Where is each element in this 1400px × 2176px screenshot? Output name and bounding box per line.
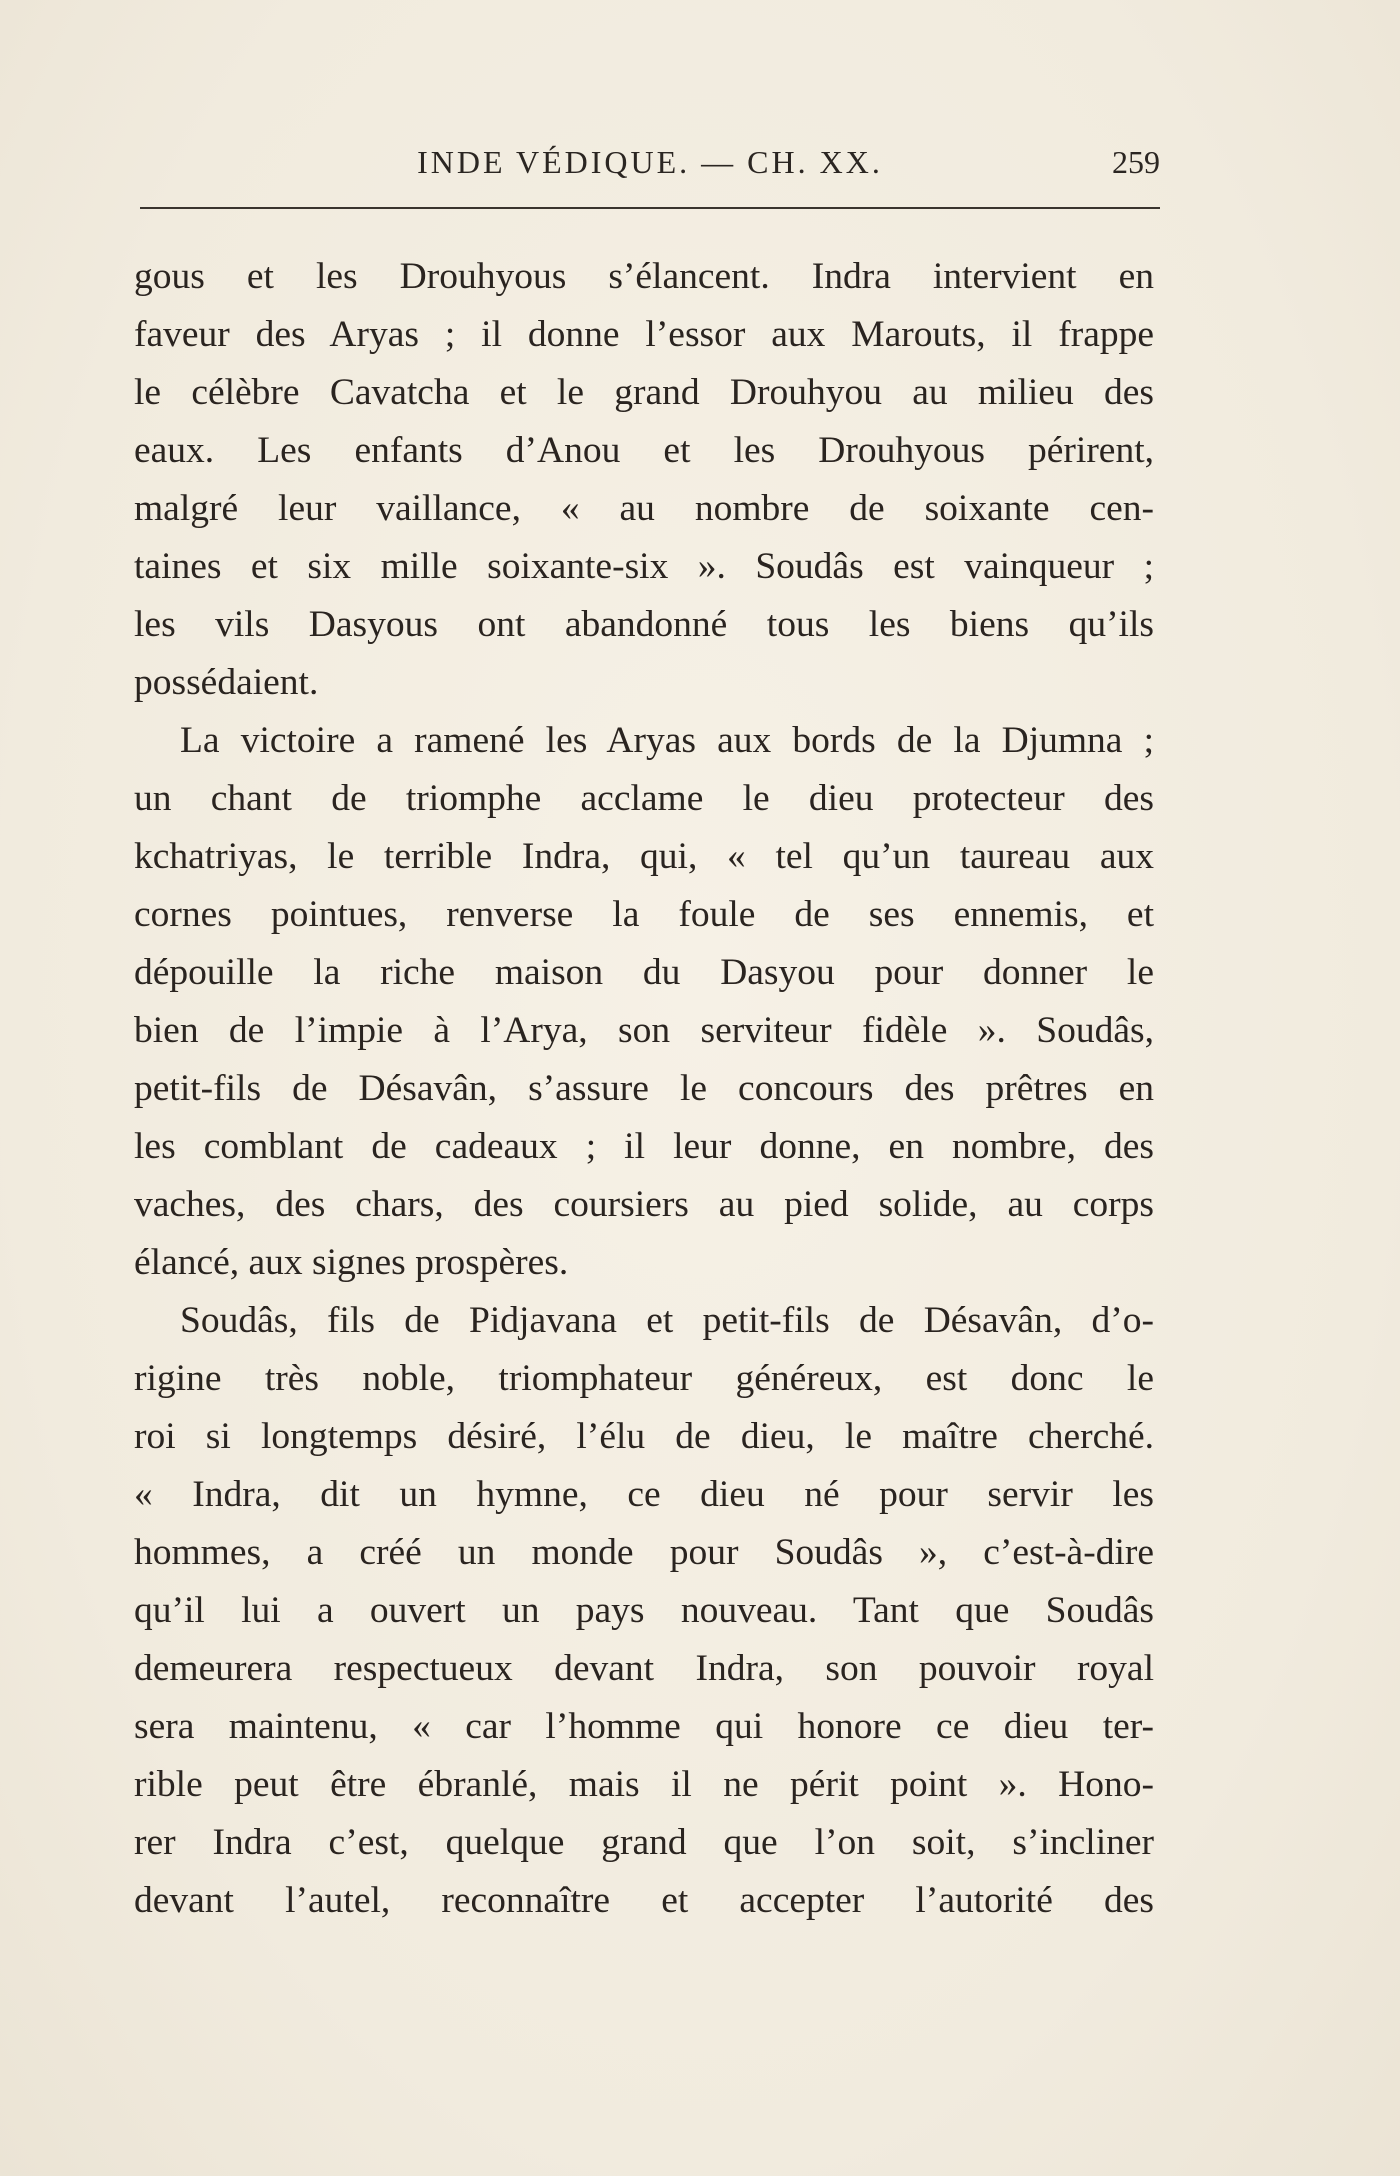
text-line: sera maintenu, « car l’homme qui honore ce dieu ter- <box>134 1706 1154 1747</box>
text-line: cornes pointues, renverse la foule de ses ennemis, et <box>134 894 1154 935</box>
text-line: un chant de triomphe acclame le dieu protecteur des <box>134 778 1154 819</box>
text-line: les comblant de cadeaux ; il leur donne, en nombre, des <box>134 1126 1154 1167</box>
text-line: devant l’autel, reconnaître et accepter l’autorité des <box>134 1880 1154 1921</box>
text-line: roi si longtemps désiré, l’élu de dieu, le maître cherché. <box>134 1416 1154 1457</box>
text-line: Soudâs, fils de Pidjavana et petit-fils de Désavân, d’o- <box>180 1300 1154 1341</box>
header-rule <box>140 207 1160 209</box>
running-head <box>140 142 1160 182</box>
text-line: malgré leur vaillance, « au nombre de soixante cen- <box>134 488 1154 529</box>
running-title: INDE VÉDIQUE. — CH. XX. <box>417 144 883 180</box>
text-line: possédaient. <box>134 662 319 703</box>
text-line: petit-fils de Désavân, s’assure le concours des prêtres en <box>134 1068 1154 1109</box>
text-line: kchatriyas, le terrible Indra, qui, « tel qu’un taureau aux <box>134 836 1154 877</box>
text-line: dépouille la riche maison du Dasyou pour donner le <box>134 952 1154 993</box>
text-line: « Indra, dit un hymne, ce dieu né pour servir les <box>134 1474 1154 1515</box>
text-line: les vils Dasyous ont abandonné tous les biens qu’ils <box>134 604 1154 645</box>
text-line: rible peut être ébranlé, mais il ne périt point ». Hono- <box>134 1764 1154 1805</box>
text-line: rigine très noble, triomphateur généreux, est donc le <box>134 1358 1154 1399</box>
text-line: rer Indra c’est, quelque grand que l’on soit, s’incliner <box>134 1822 1154 1863</box>
text-line: qu’il lui a ouvert un pays nouveau. Tant que Soudâs <box>134 1590 1154 1631</box>
text-line: le célèbre Cavatcha et le grand Drouhyou au milieu des <box>134 372 1154 413</box>
text-line: vaches, des chars, des coursiers au pied solide, au corps <box>134 1184 1154 1225</box>
text-line: bien de l’impie à l’Arya, son serviteur fidèle ». Soudâs, <box>134 1010 1154 1051</box>
page-number: 259 <box>1112 144 1160 180</box>
text-line: gous et les Drouhyous s’élancent. Indra intervient en <box>134 256 1154 297</box>
body-text <box>134 248 1154 1930</box>
text-line: hommes, a créé un monde pour Soudâs », c’est-à-dire <box>134 1532 1154 1573</box>
text-line: élancé, aux signes prospères. <box>134 1242 569 1283</box>
text-line: La victoire a ramené les Aryas aux bords de la Djumna ; <box>180 720 1154 761</box>
text-line: demeurera respectueux devant Indra, son pouvoir royal <box>134 1648 1154 1689</box>
text-line: faveur des Aryas ; il donne l’essor aux Marouts, il frappe <box>134 314 1154 355</box>
text-line: taines et six mille soixante-six ». Soudâs est vainqueur ; <box>134 546 1154 587</box>
text-line: eaux. Les enfants d’Anou et les Drouhyous périrent, <box>134 430 1154 471</box>
